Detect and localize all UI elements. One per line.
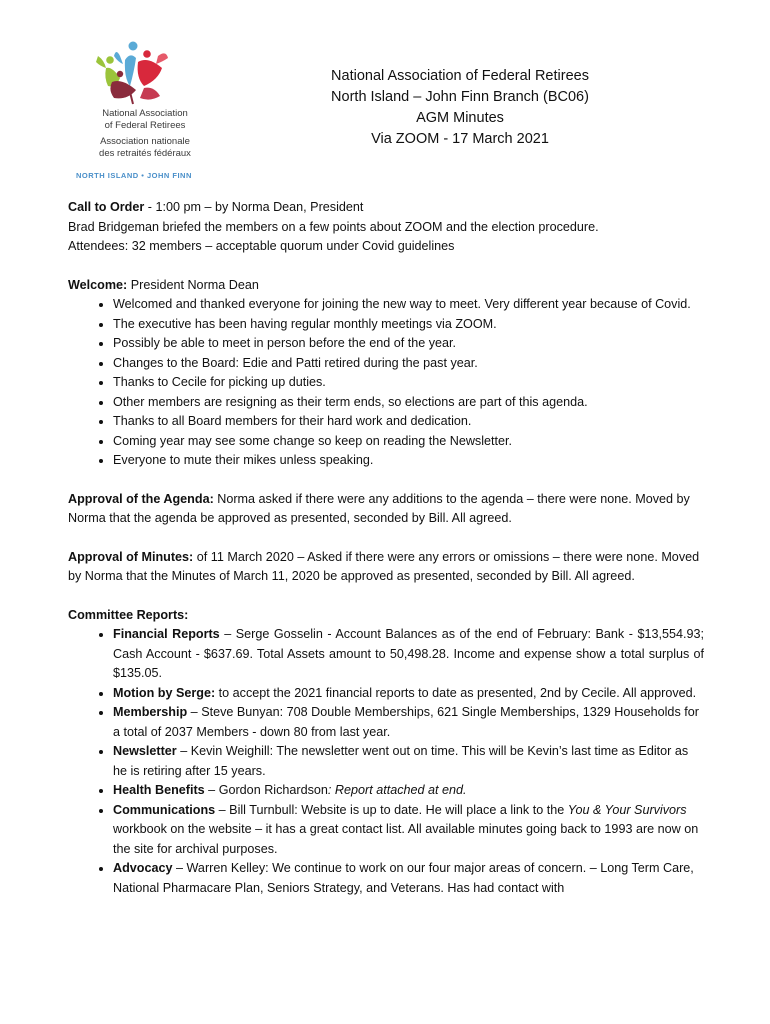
- list-item: • Thanks to all Board members for their hard work and dedication.: [113, 412, 704, 432]
- minutes-body: [68, 198, 704, 898]
- minutes-approval-section: Approval of Minutes: of 11 March 2020 – Asked if there were any errors or omissions – there were none. Moved by Norma that the Minutes of March 11, 2020 be approved as presented, seconded by Bill. All agreed.: [68, 549, 700, 583]
- agenda-section: Approval of the Agenda: Norma asked if there were any additions to the agenda – there were none. Moved by Norma that the agenda be approved as presented, seconded by Bill. All agreed.: [68, 491, 690, 525]
- welcome-label: Welcome:: [68, 277, 128, 292]
- list-item: • Health Benefits – Gordon Richardson: Report attached at end.: [113, 781, 704, 801]
- maple-leaf-figures-icon: [70, 38, 220, 106]
- list-item: • Financial Reports – Serge Gosselin - Account Balances as of the end of February: Bank - $13,554.93; Cash Account - $637.69. Total Assets amount to 50,498.28. Income and expense show a total surplus of $135.05.: [113, 625, 704, 684]
- list-item: • Changes to the Board: Edie and Patti retired during the past year.: [113, 354, 704, 374]
- header-date: Via ZOOM - 17 March 2021: [371, 131, 549, 147]
- agenda-label: Approval of the Agenda:: [68, 491, 214, 506]
- header-org-name: National Association of Federal Retirees: [331, 68, 589, 84]
- header-title: AGM Minutes: [416, 110, 504, 126]
- list-item: • The executive has been having regular monthly meetings via ZOOM.: [113, 315, 704, 335]
- list-item: • Everyone to mute their mikes unless speaking.: [113, 451, 704, 471]
- committee-reports-section: [68, 606, 704, 899]
- list-item: • Motion by Serge: to accept the 2021 financial reports to date as presented, 2nd by Cecile. All approved.: [113, 684, 704, 704]
- association-logo: [70, 38, 220, 180]
- document-header: [300, 66, 620, 150]
- list-item: • Communications – Bill Turnbull: Website is up to date. He will place a link to the You & Your Survivors workbook on the website – it has a great contact list. All available minutes going back to 1993 are now on the site for archival purposes.: [113, 801, 704, 860]
- call-to-order-section: Call to Order - 1:00 pm – by Norma Dean, President Brad Bridgeman briefed the members on a few points about ZOOM and the election procedure. Attendees: 32 members – acceptable quorum under Covid guidelines: [68, 200, 599, 253]
- list-item: • Newsletter – Kevin Weighill: The newsletter went out on time. This will be Kevin’s last time as Editor as he is retiring after 15 years.: [113, 742, 704, 781]
- list-item: • Other members are resigning as their term ends, so elections are part of this agenda.: [113, 393, 704, 413]
- logo-french-name: Association nationale des retraités fédéraux: [99, 136, 191, 159]
- list-item: • Advocacy – Warren Kelley: We continue to work on our four major areas of concern. – Long Term Care, National Pharmacare Plan, Seniors Strategy, and Veterans. Has had contact with: [113, 859, 704, 898]
- logo-english-name: National Association of Federal Retirees: [102, 108, 188, 131]
- header-branch-name: North Island – John Finn Branch (BC06): [331, 89, 589, 105]
- list-item: • Coming year may see some change so keep on reading the Newsletter.: [113, 432, 704, 452]
- committee-label: Committee Reports:: [68, 607, 189, 622]
- welcome-list: [68, 295, 704, 471]
- minutes-label: Approval of Minutes:: [68, 549, 194, 564]
- list-item: • Possibly be able to meet in person before the end of the year.: [113, 334, 704, 354]
- logo-branch-tag: NORTH ISLAND • JOHN FINN: [76, 171, 192, 180]
- list-item: • Thanks to Cecile for picking up duties.: [113, 373, 704, 393]
- list-item: • Membership – Steve Bunyan: 708 Double Memberships, 621 Single Memberships, 1329 Households for a total of 2037 Members - down 80 from last year.: [113, 703, 704, 742]
- call-to-order-label: Call to Order: [68, 200, 145, 214]
- welcome-section: Welcome: President Norma Dean • Welcomed and thanked everyone for joining the new way to meet. Very different year because of Covid. • The executive has been having regular monthly meetings via ZOOM. • Possibly be able to meet in person before the end of the year. • Changes to the Board: Edie and Patti retired during the past year. • Thanks to Cecile for picking up duties. • Other members are resigning as their term ends, so elections are part of this agenda. • Thanks to all Board members for their hard work and dedication. • Coming year may see some change so keep on reading the Newsletter. • Everyone to mute their mikes unless speaking.: [68, 276, 704, 471]
- committee-list: [68, 625, 704, 898]
- list-item: • Welcomed and thanked everyone for joining the new way to meet. Very different year because of Covid.: [113, 295, 704, 315]
